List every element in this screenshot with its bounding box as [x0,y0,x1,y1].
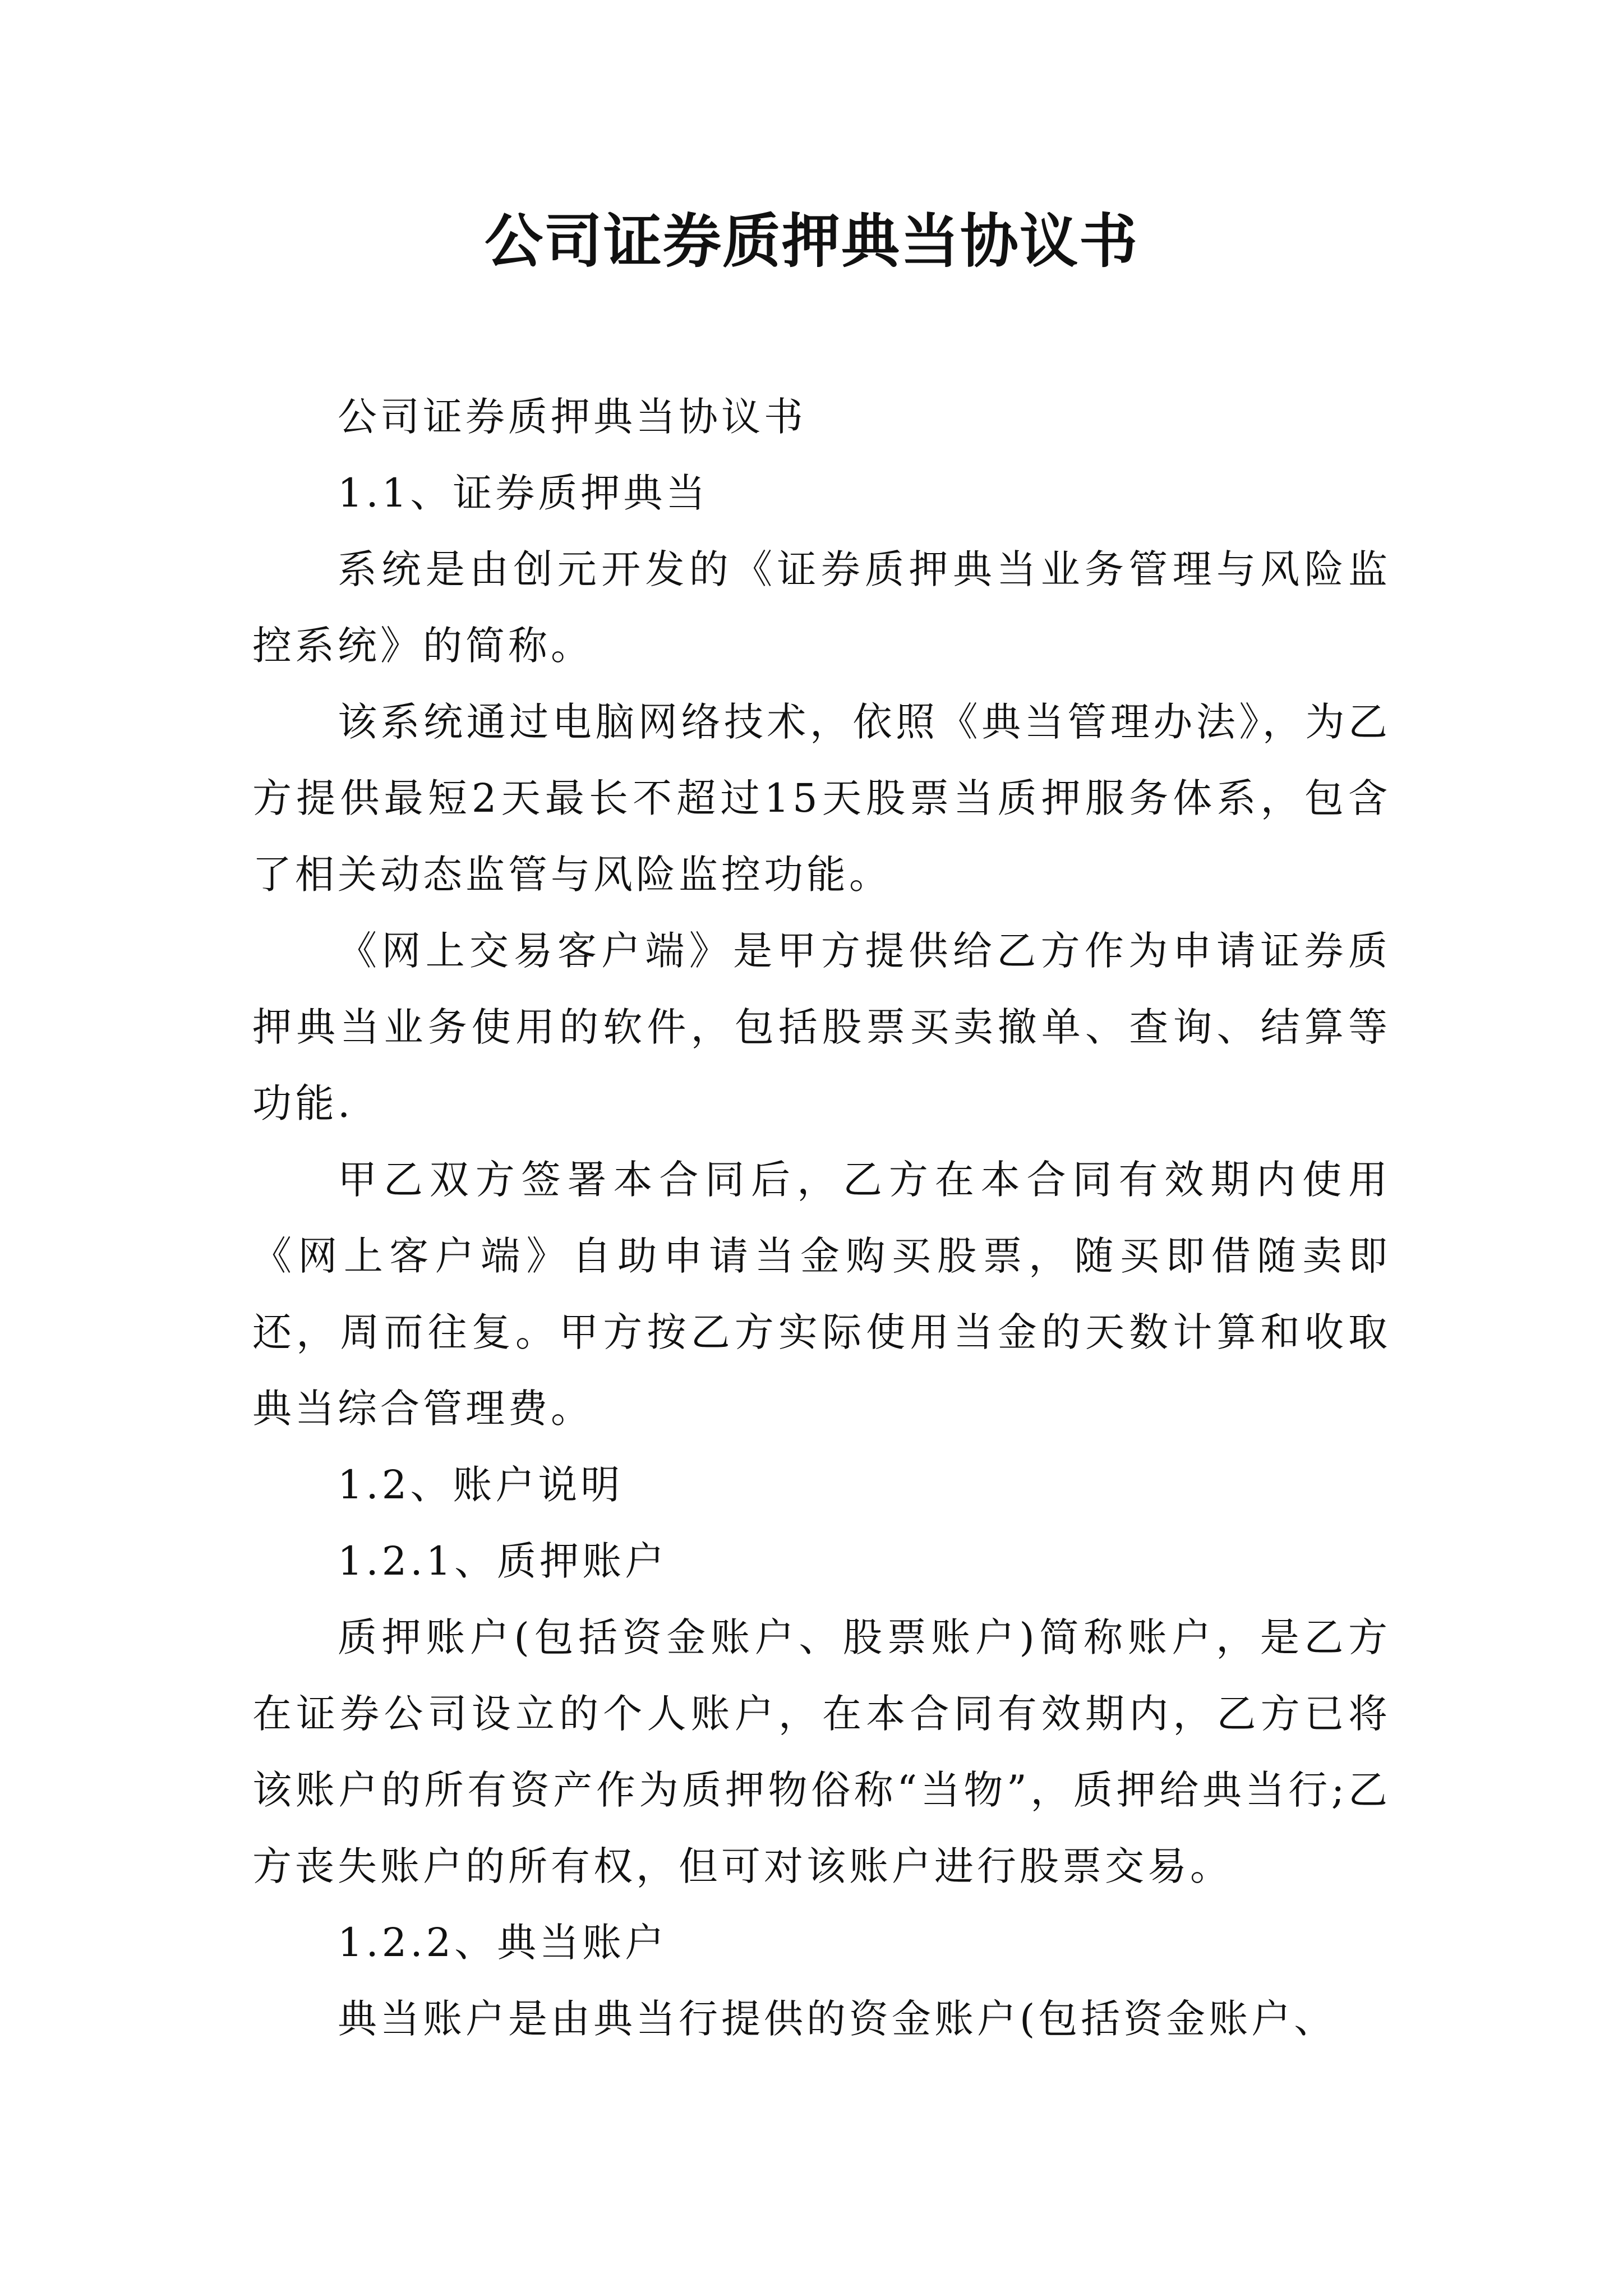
document-body [252,379,1391,2057]
section-heading-1-2: 1.2、账户说明 [338,1462,624,1508]
paragraph-system-service: 该系统通过电脑网络技术，依照《典当管理办法》，为乙方提供最短2天最长不超过15天股票当质押服务体系，包含了相关动态监管与风险监控功能。 [252,699,1391,898]
paragraph-heading-repeat: 公司证券质押典当协议书 [338,394,806,440]
paragraph-contract-usage: 甲乙双方签署本合同后，乙方在本合同有效期内使用《网上客户端》自助申请当金购买股票，随买即借随卖即还，周而往复。甲方按乙方实际使用当金的天数计算和收取典当综合管理费。 [252,1157,1391,1432]
paragraph-pawn-account: 典当账户是由典当行提供的资金账户(包括资金账户、 [338,1996,1337,2042]
section-heading-1-2-1: 1.2.1、质押账户 [338,1538,668,1584]
paragraph-client-software: 《网上交易客户端》是甲方提供给乙方作为申请证券质押典当业务使用的软件，包括股票买卖撤单、查询、结算等功能. [252,928,1391,1126]
section-heading-1-1: 1.1、证券质押典当 [338,470,709,516]
paragraph-system-definition: 系统是由创元开发的《证券质押典当业务管理与风险监控系统》的简称。 [252,546,1391,669]
document-title: 公司证券质押典当协议书 [484,206,1138,275]
paragraph-pledge-account: 质押账户(包括资金账户、股票账户)简称账户，是乙方在证券公司设立的个人账户，在本合同有效期内，乙方已将该账户的所有资产作为质押物俗称“当物”，质押给典当行;乙方丧失账户的所有权，但可对该账户进行股票交易。 [252,1614,1391,1889]
section-heading-1-2-2: 1.2.2、典当账户 [338,1920,668,1966]
